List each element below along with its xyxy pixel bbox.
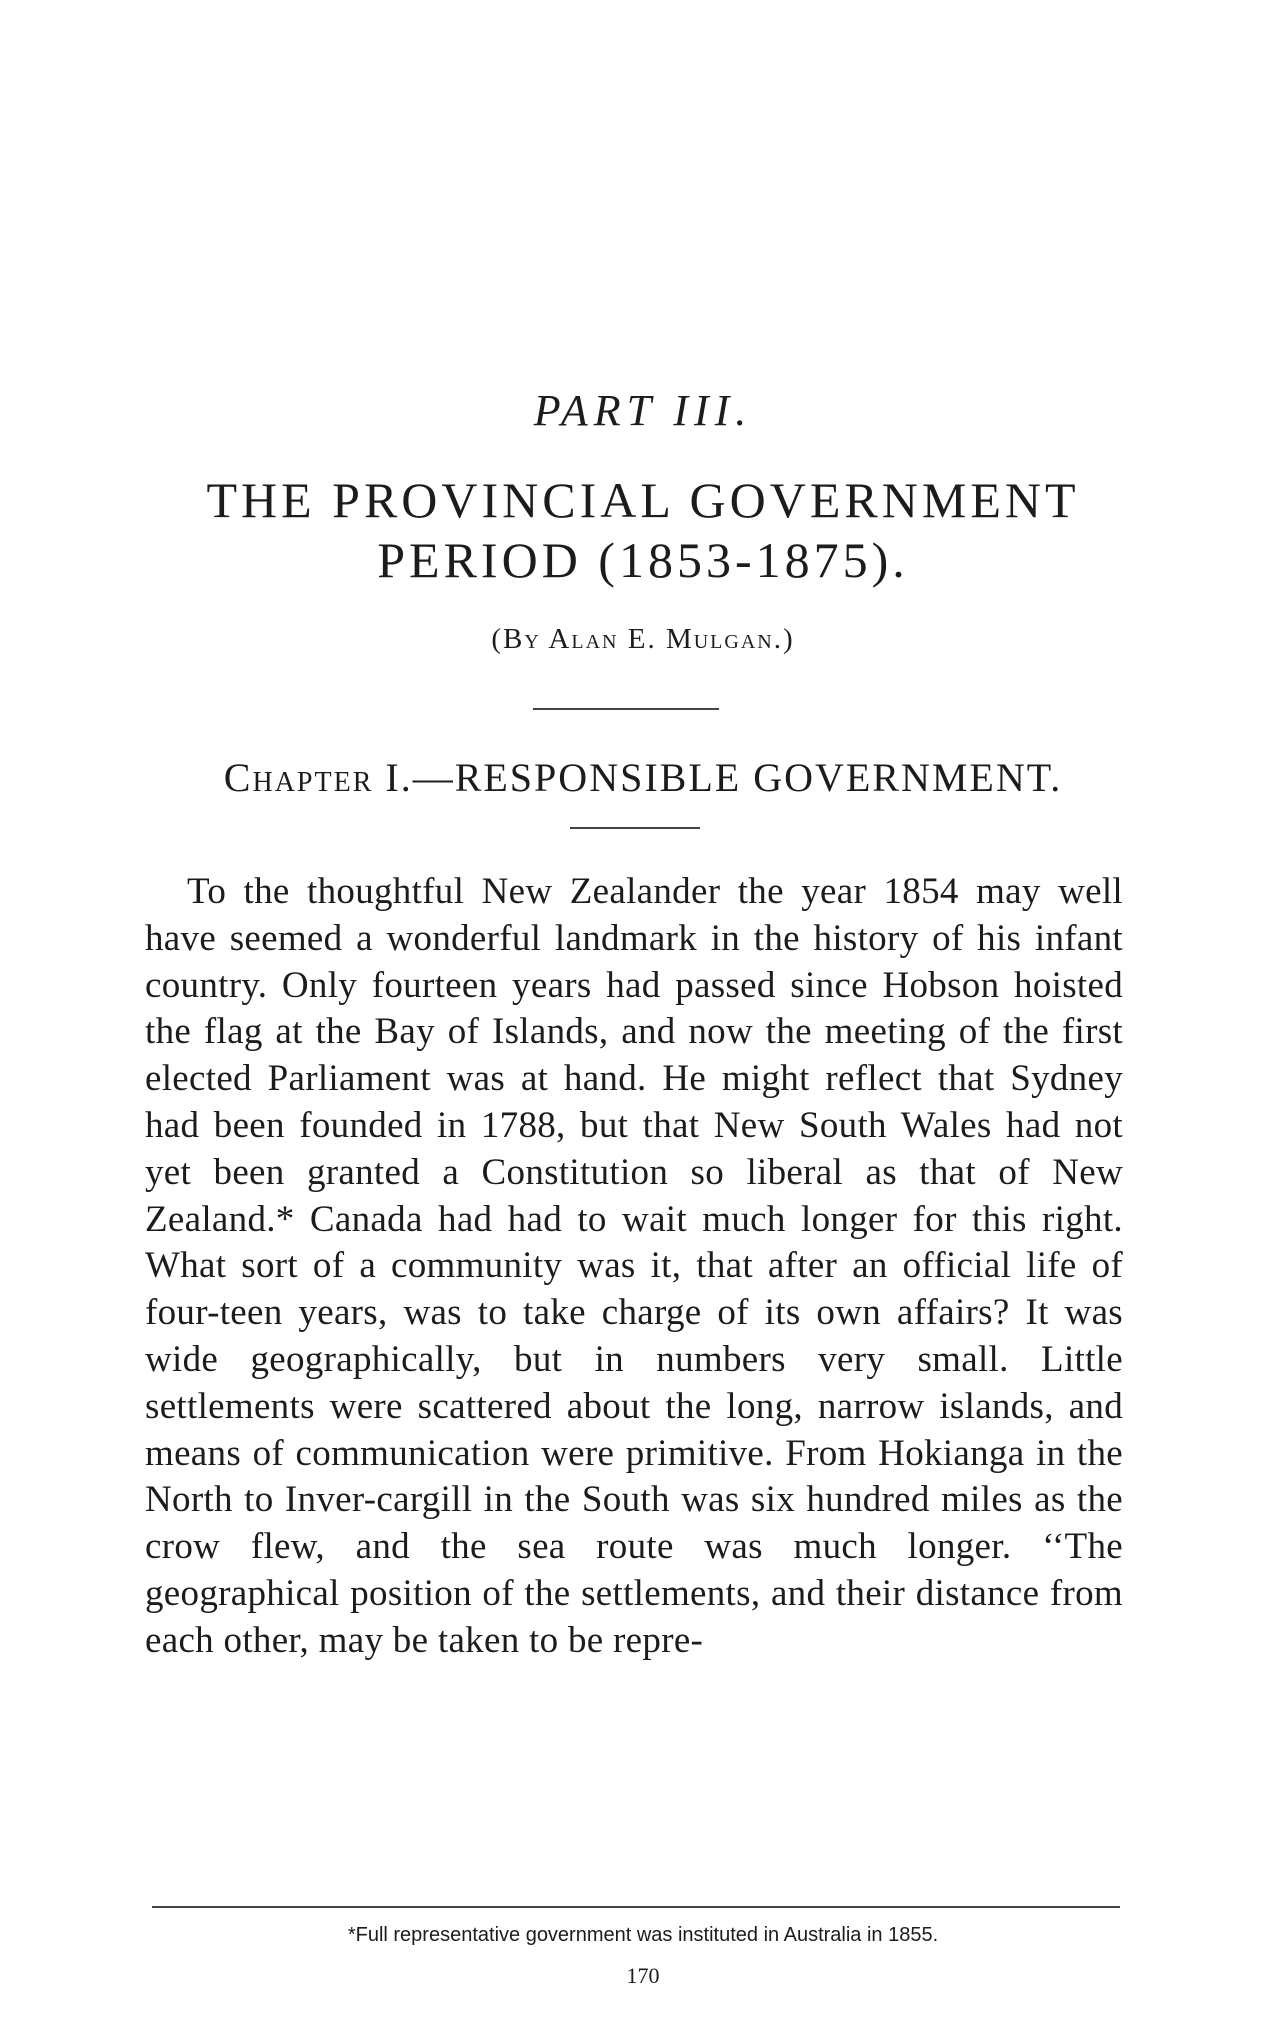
footnote-rule	[152, 1906, 1120, 1908]
author-byline: (By Alan E. Mulgan.)	[491, 623, 795, 655]
divider-rule-top	[533, 708, 719, 710]
chapter-heading	[0, 754, 1286, 801]
chapter-label: Chapter	[223, 755, 374, 800]
divider-rule-bottom	[570, 827, 700, 829]
chapter-title: I.—RESPONSIBLE GOVERNMENT.	[385, 755, 1063, 800]
part-label: PART III.	[533, 386, 753, 435]
footnote: *Full representative government was instituted in Australia in 1855.	[347, 1924, 939, 1946]
body-paragraph: To the thoughtful New Zealander the year 1854 may well have seemed a wonderful landmark in the history of his infant country. Only fourteen years had passed since Hobson hoisted the flag at the Bay of Islands, and now the meeting of the first elected Parliament was at hand. He might reflect that Sydney had been founded in 1788, but that New South Wales had not yet been granted a Constitution so liberal as that of New Zealand.* Canada had had to wait much longer for this right. What sort of a community was it, that after an official life of four-teen years, was to take charge of its own affairs? It was wide geographically, but in numbers very small. Little settlements were scattered about the long, narrow islands, and means of communication were primitive. From Hokianga in the North to Inver-cargill in the South was six hundred miles as the crow flew, and the sea route was much longer. ‘‘The geographical position of the settlements, and their distance from each other, may be taken to be repre-	[145, 871, 1123, 1661]
title-line-2: PERIOD (1853-1875).	[377, 532, 909, 588]
page-number: 170	[626, 1963, 660, 1988]
title-line-1: THE PROVINCIAL GOVERNMENT	[206, 472, 1080, 528]
page-title	[0, 470, 1286, 590]
